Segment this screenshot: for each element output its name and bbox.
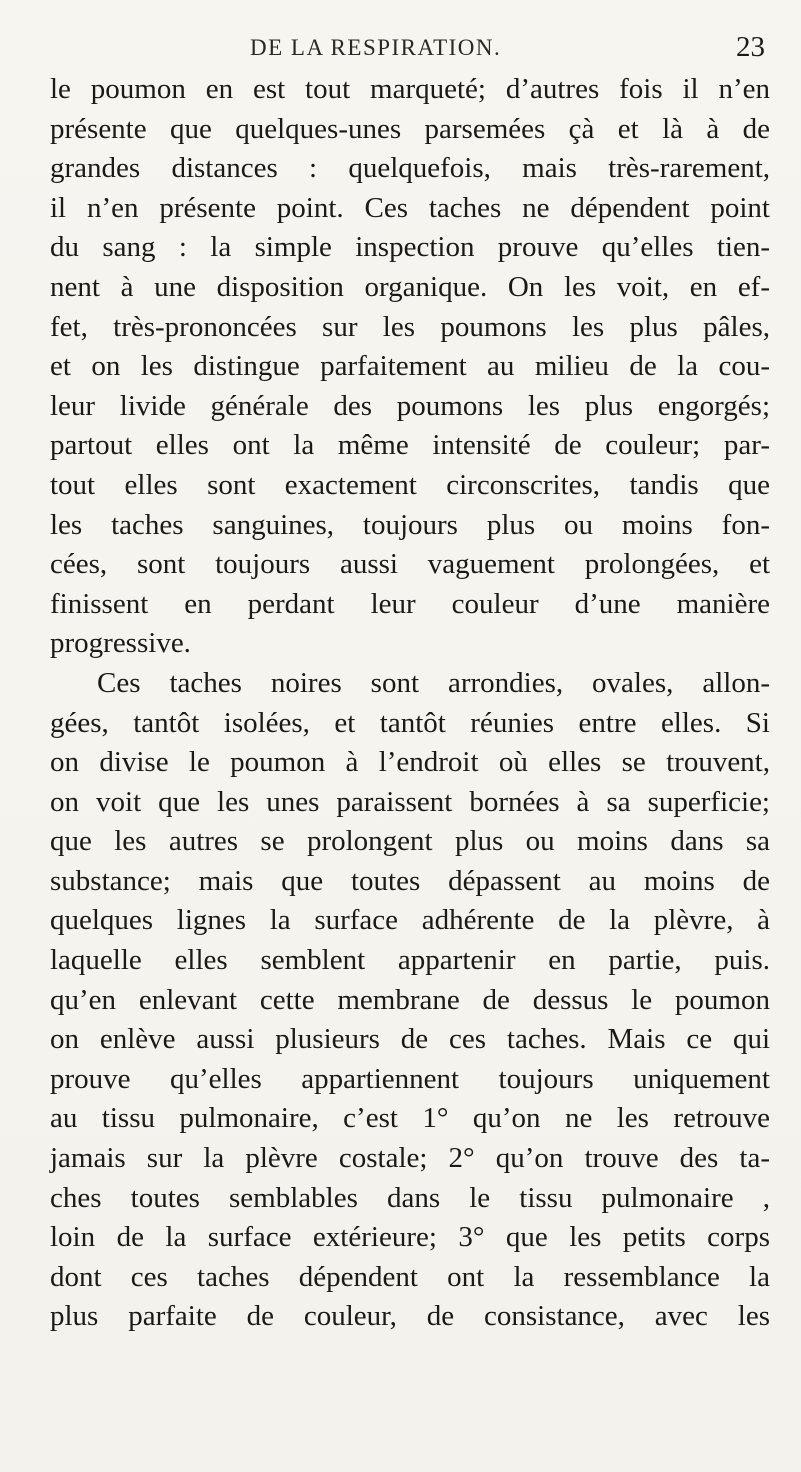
- text-line: présente que quelques-unes parsemées çà et là à de: [50, 112, 770, 145]
- text-line: laquelle elles semblent appartenir en partie, puis.: [50, 944, 770, 977]
- text-line: finissent en perdant leur couleur d’une manière: [50, 587, 770, 620]
- text-line: au tissu pulmonaire, c’est 1° qu’on ne les retrouve: [50, 1102, 770, 1135]
- paragraph-2: [50, 664, 770, 1337]
- text-line: progressive.: [50, 627, 191, 660]
- text-line: grandes distances : quelquefois, mais très-rarement,: [50, 152, 770, 185]
- running-title: DE LA RESPIRATION.: [250, 35, 502, 60]
- text-line: cées, sont toujours aussi vaguement prolongées, et: [50, 548, 770, 581]
- text-line: tout elles sont exactement circonscrites, tandis que: [50, 468, 770, 501]
- text-line: quelques lignes la surface adhérente de la plèvre, à: [50, 904, 770, 937]
- text-line: jamais sur la plèvre costale; 2° qu’on trouve des ta-: [50, 1142, 770, 1175]
- text-line: partout elles ont la même intensité de couleur; par-: [50, 429, 770, 462]
- text-line: Ces taches noires sont arrondies, ovales, allon-: [97, 666, 770, 699]
- running-header: [0, 31, 801, 71]
- text-line: leur livide générale des poumons les plus engorgés;: [50, 389, 770, 422]
- body-text: [50, 70, 770, 1337]
- text-line: fet, très-prononcées sur les poumons les plus pâles,: [50, 310, 770, 343]
- text-line: il n’en présente point. Ces taches ne dépendent point: [50, 191, 770, 224]
- text-line: on voit que les unes paraissent bornées à sa superficie;: [50, 785, 770, 818]
- text-line: substance; mais que toutes dépassent au moins de: [50, 864, 770, 897]
- text-line: on enlève aussi plusieurs de ces taches. Mais ce qui: [50, 1023, 770, 1056]
- text-line: qu’en enlevant cette membrane de dessus le poumon: [50, 983, 770, 1016]
- text-line: gées, tantôt isolées, et tantôt réunies entre elles. Si: [50, 706, 770, 739]
- text-line: on divise le poumon à l’endroit où elles se trouvent,: [50, 746, 770, 779]
- text-line: les taches sanguines, toujours plus ou moins fon-: [50, 508, 770, 541]
- text-line: plus parfaite de couleur, de consistance, avec les: [50, 1300, 770, 1333]
- text-line: ches toutes semblables dans le tissu pulmonaire ,: [50, 1181, 770, 1214]
- page-number: 23: [736, 31, 765, 63]
- text-line: que les autres se prolongent plus ou moins dans sa: [50, 825, 770, 858]
- text-line: du sang : la simple inspection prouve qu’elles tien-: [50, 231, 770, 264]
- text-line: et on les distingue parfaitement au milieu de la cou-: [50, 350, 770, 383]
- text-line: prouve qu’elles appartiennent toujours uniquement: [50, 1062, 770, 1095]
- text-line: le poumon en est tout marqueté; d’autres fois il n’en: [50, 73, 770, 105]
- paragraph-1: [50, 70, 770, 664]
- text-line: loin de la surface extérieure; 3° que les petits corps: [50, 1221, 770, 1254]
- text-line: nent à une disposition organique. On les voit, en ef-: [50, 270, 770, 303]
- text-line: dont ces taches dépendent ont la ressemblance la: [50, 1260, 770, 1293]
